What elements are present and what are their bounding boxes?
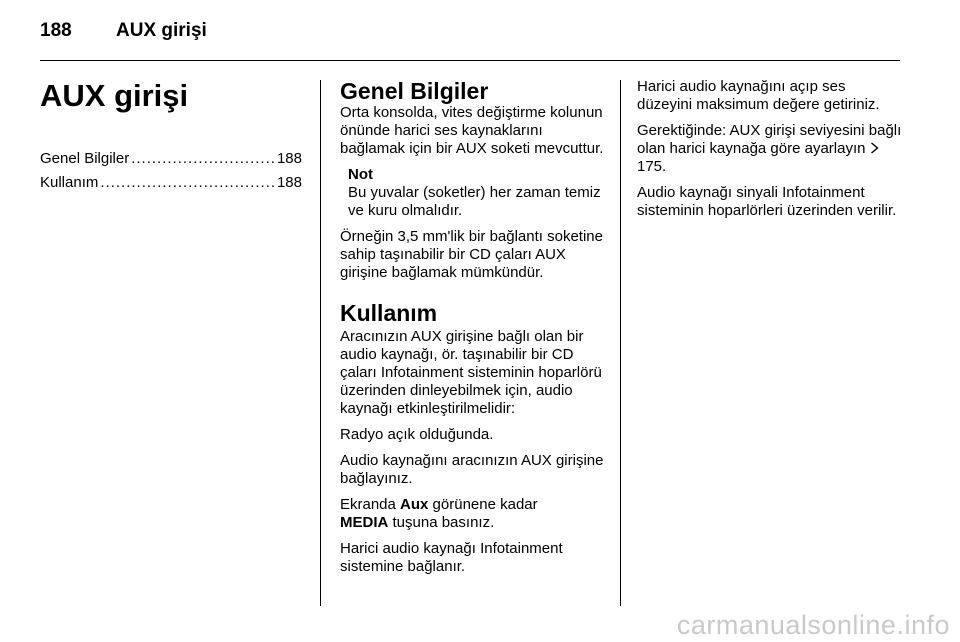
step3-post: tuşuna basınız. <box>388 514 495 531</box>
section-heading-genel: Genel Bilgiler <box>340 78 489 104</box>
toc-row-genel[interactable] <box>40 150 302 168</box>
kullanim-para-last: Harici audio kaynağı Infotainment sistemine bağlanır. <box>340 540 563 575</box>
genel-para-1: Orta konsolda, vites değiştirme kolunun önünde harici ses kaynaklarını bağlamak için bir AUX soketi mevcuttur. <box>340 104 604 157</box>
step3-pre: Ekranda <box>340 496 401 513</box>
kullanim-para-1: Aracınızın AUX girişine bağlı olan bir audio kaynağı, ör. taşınabilir bir CD çaları Infotainment sisteminin hoparlörü üzerinden dinleyebilmek için, audio kaynağı etkinleştirilmelidir: <box>340 328 602 417</box>
genel-para-2: Örneğin 3,5 mm'lik bir bağlantı soketine sahip taşınabilir bir CD çaları AUX girişine bağlamak mümkündür. <box>340 228 603 281</box>
middle-column <box>340 78 605 584</box>
note-box <box>340 166 605 220</box>
toc <box>40 150 302 192</box>
toc-page: 188 <box>276 174 302 191</box>
kullanim-step-2: Audio kaynağını aracınızın AUX girişine bağlayınız. <box>340 452 604 487</box>
header-rule <box>40 60 900 61</box>
toc-row-kullanim[interactable] <box>40 174 302 192</box>
aux-display-label: Aux <box>400 496 429 513</box>
note-text: Bu yuvalar (soketler) her zaman temiz ve kuru olmalıdır. <box>348 184 601 219</box>
toc-leader <box>131 150 275 168</box>
kullanim-step-3 <box>340 496 605 532</box>
kullanim-step-1: Radyo açık olduğunda. <box>340 426 494 443</box>
right-para-2-text: Gerektiğinde: AUX girişi seviyesini bağlı olan harici kaynağa göre ayarlayın <box>637 122 902 157</box>
right-para-2: Gerektiğinde: AUX girişi seviyesini bağlı olan harici kaynağa göre ayarlayın 175. <box>637 122 902 175</box>
column-divider-2 <box>620 80 621 606</box>
chapter-title: AUX girişi <box>40 78 189 113</box>
chapter-column <box>40 78 302 198</box>
page-number: 188 <box>40 20 72 41</box>
watermark: carmanualsonline.info <box>676 610 950 640</box>
column-divider-1 <box>320 80 321 606</box>
right-para-3: Audio kaynağı sinyali Infotainment sisteminin hoparlörleri üzerinden verilir. <box>637 184 897 219</box>
note-label: Not <box>348 166 373 183</box>
arrow-reference-icon <box>870 140 880 158</box>
header-title: AUX girişi <box>116 20 207 41</box>
page-reference-link[interactable]: 175 <box>637 158 663 175</box>
toc-leader <box>100 174 275 192</box>
step3-mid: görünene kadar <box>428 496 538 513</box>
section-heading-kullanim: Kullanım <box>340 300 438 326</box>
right-para-1: Harici audio kaynağını açıp ses düzeyini maksimum değere getiriniz. <box>637 78 880 113</box>
toc-label: Genel Bilgiler <box>40 150 130 167</box>
right-column <box>637 78 902 228</box>
media-button-label: MEDIA <box>340 514 389 531</box>
toc-label: Kullanım <box>40 174 99 191</box>
toc-page: 188 <box>276 150 302 167</box>
